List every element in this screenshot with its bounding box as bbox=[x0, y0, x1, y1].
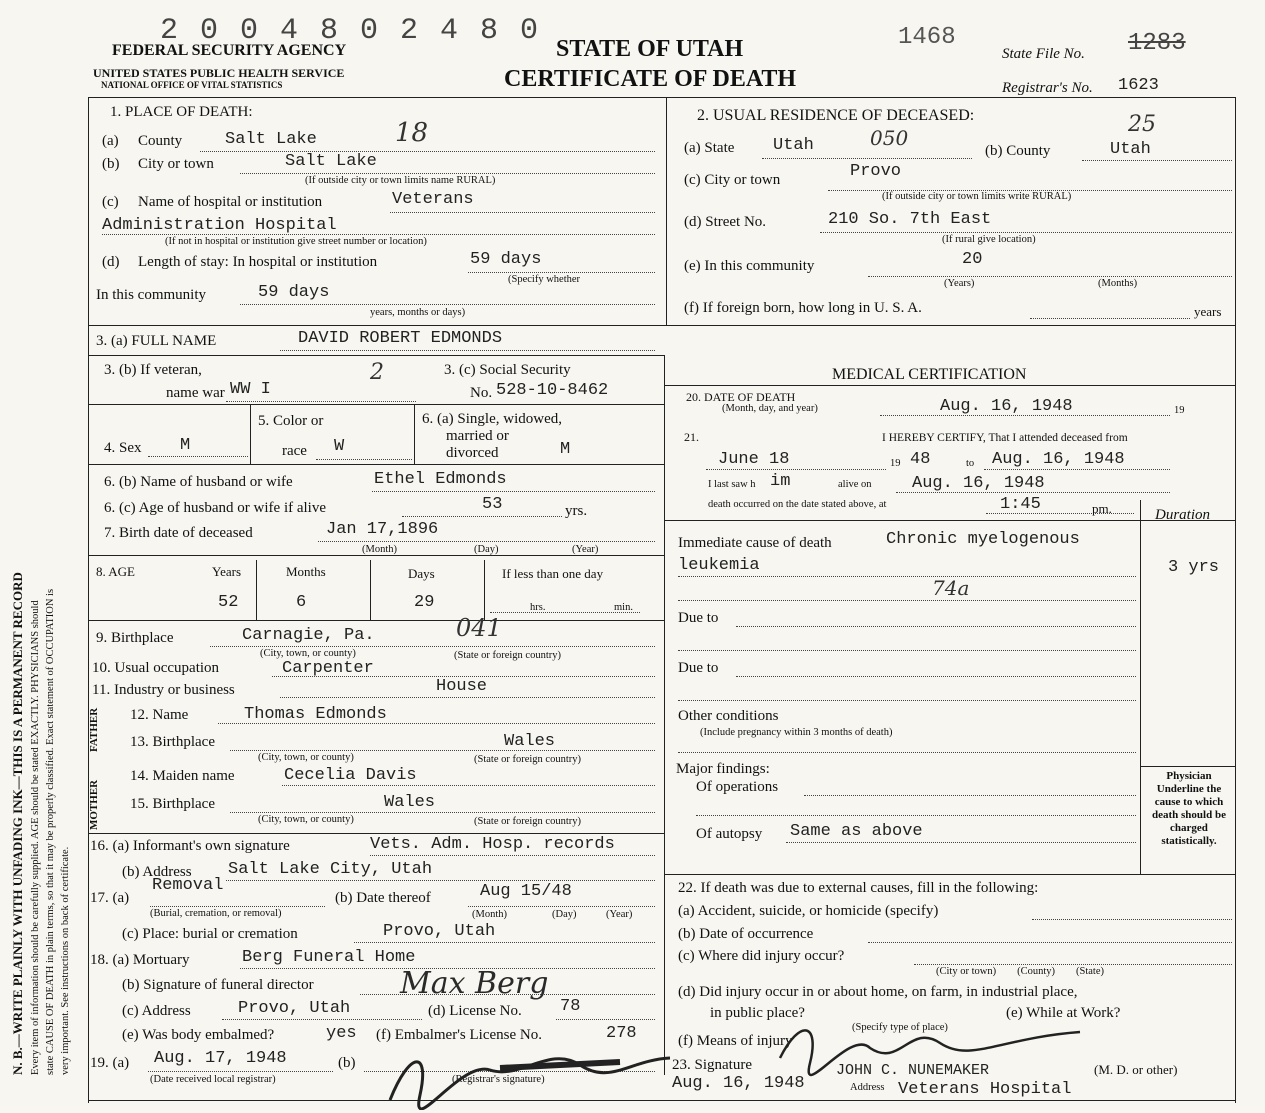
duration-value: 3 yrs bbox=[1168, 558, 1220, 577]
dod-label: 20. DATE OF DEATH bbox=[686, 390, 796, 404]
color-label-2: race bbox=[282, 443, 307, 459]
birth-year-note: (Year) bbox=[572, 544, 599, 555]
physician-address-label: Address bbox=[850, 1082, 885, 1093]
last-saw-him: im bbox=[770, 472, 791, 491]
mother-bp-city-note: (City, town, or county) bbox=[258, 814, 354, 825]
sex-value: M bbox=[180, 436, 191, 455]
state-file-number: 1283 bbox=[1128, 30, 1186, 57]
embalmer-value: 278 bbox=[606, 1024, 637, 1043]
registrar-label: Registrar's No. bbox=[1002, 80, 1093, 96]
attended-to-label: to bbox=[966, 458, 975, 469]
res-county-label: (b) County bbox=[985, 143, 1051, 159]
physician-note: Physician Underline the cause to which death should be charged statistically. bbox=[1152, 770, 1226, 847]
bp-city-note: (City, town, or county) bbox=[260, 648, 356, 659]
burial-label: 17. (a) bbox=[90, 890, 130, 906]
res-foreign-label: (f) If foreign born, how long in U. S. A. bbox=[684, 300, 922, 316]
res-foreign-years: years bbox=[1194, 304, 1222, 319]
cert-statement: I HEREBY CERTIFY, That I attended deceased from bbox=[882, 432, 1128, 444]
spouse-age-unit: yrs. bbox=[565, 503, 588, 519]
full-name-value: DAVID ROBERT EDMONDS bbox=[298, 329, 503, 348]
mother-name-value: Cecelia Davis bbox=[284, 766, 417, 785]
res-community-label: (e) In this community bbox=[684, 258, 815, 274]
res-community-value: 20 bbox=[962, 250, 983, 269]
death-city-label: City or town bbox=[138, 156, 214, 172]
certificate-number-stamp: 2 0 0 4 8 0 2 4 8 0 bbox=[160, 14, 541, 48]
place-heading: 1. PLACE OF DEATH: bbox=[110, 104, 253, 120]
stay-hospital-value: 59 days bbox=[470, 250, 542, 269]
death-county-label: County bbox=[138, 133, 183, 149]
burial-month-note: (Month) bbox=[472, 909, 507, 920]
res-state-value: Utah bbox=[773, 136, 814, 155]
doc-title-state: STATE OF UTAH bbox=[556, 36, 744, 62]
director-signature: Max Berg bbox=[400, 966, 549, 1001]
external-loc-note: (City or town) (County) (State) bbox=[936, 966, 1104, 977]
place-a: (a) bbox=[102, 133, 119, 149]
ss-no-label: No. bbox=[470, 385, 493, 401]
res-street-label: (d) Street No. bbox=[684, 214, 767, 230]
other-conditions-note: (Include pregnancy within 3 months of death) bbox=[700, 727, 893, 738]
external-f: (f) Means of injury bbox=[678, 1033, 793, 1049]
industry-value: House bbox=[436, 677, 488, 696]
hospital-value-2: Administration Hospital bbox=[102, 216, 337, 235]
duration-label: Duration bbox=[1155, 507, 1211, 523]
registrar-sig-note: (Registrar's signature) bbox=[452, 1074, 545, 1085]
external-specify: (Specify type of place) bbox=[852, 1022, 948, 1033]
agency-name: FEDERAL SECURITY AGENCY bbox=[112, 42, 347, 59]
occurred-label: death occurred on the date stated above, at bbox=[708, 499, 887, 510]
physician-md: (M. D. or other) bbox=[1094, 1062, 1178, 1077]
birthplace-label: 9. Birthplace bbox=[96, 630, 174, 646]
color-label-1: 5. Color or bbox=[258, 413, 324, 429]
registrar-number: 1623 bbox=[1118, 76, 1159, 95]
office-name: NATIONAL OFFICE OF VITAL STATISTICS bbox=[101, 80, 283, 90]
registrar-date-value: Aug. 17, 1948 bbox=[154, 1049, 287, 1068]
last-saw-value: Aug. 16, 1948 bbox=[912, 474, 1045, 493]
res-state-label: (a) State bbox=[684, 140, 735, 156]
occupation-value: Carpenter bbox=[282, 659, 374, 678]
war-label: name war bbox=[166, 385, 225, 401]
autopsy-value: Same as above bbox=[790, 822, 923, 841]
time-value: 1:45 bbox=[1000, 495, 1041, 514]
war-code: 2 bbox=[370, 360, 384, 385]
death-county-value: Salt Lake bbox=[225, 130, 317, 149]
father-bp-city-note: (City, town, or county) bbox=[258, 752, 354, 763]
color-value: W bbox=[334, 437, 345, 456]
external-a: (a) Accident, suicide, or homicide (specify) bbox=[678, 903, 939, 919]
marital-value: M bbox=[560, 440, 571, 459]
bp-state-note: (State or foreign country) bbox=[454, 650, 562, 661]
state-file-label: State File No. bbox=[1002, 46, 1085, 62]
mortuary-value: Berg Funeral Home bbox=[242, 948, 416, 967]
age-months-label: Months bbox=[286, 564, 326, 579]
res-street-value: 210 So. 7th East bbox=[828, 210, 992, 229]
side-warning: N. B.—WRITE PLAINLY WITH UNFADING INK—THIS IS A PERMANENT RECORD bbox=[10, 572, 25, 1075]
operations-label: Of operations bbox=[696, 779, 779, 795]
res-county-value: Utah bbox=[1110, 140, 1151, 159]
sex-label: 4. Sex bbox=[104, 440, 142, 456]
attended-to: Aug. 16, 1948 bbox=[992, 450, 1125, 469]
service-name: UNITED STATES PUBLIC HEALTH SERVICE bbox=[93, 66, 345, 80]
license-value: 78 bbox=[560, 997, 581, 1016]
father-side-label: FATHER bbox=[88, 707, 100, 752]
res-city-label: (c) City or town bbox=[684, 172, 781, 188]
dod-label-note: (Month, day, and year) bbox=[722, 403, 818, 414]
cause-code: 74a bbox=[932, 576, 970, 600]
attended-from: June 18 bbox=[718, 450, 790, 469]
father-name-label: 12. Name bbox=[130, 707, 189, 723]
side-instructions-3: very important. See instructions on back of certificate. bbox=[60, 846, 71, 1075]
birth-day-note: (Day) bbox=[474, 544, 499, 555]
embalmed-label: (e) Was body embalmed? bbox=[122, 1027, 275, 1043]
last-saw-label: I last saw h bbox=[708, 479, 756, 490]
physician-sig-label: 23. Signature bbox=[672, 1057, 752, 1073]
cause-label: Immediate cause of death bbox=[678, 535, 832, 551]
mortuary-address-label: (c) Address bbox=[122, 1003, 191, 1019]
industry-label: 11. Industry or business bbox=[92, 682, 235, 698]
informant-value: Vets. Adm. Hosp. records bbox=[370, 835, 615, 854]
attended-from-year: 48 bbox=[910, 450, 931, 469]
spouse-age-label: 6. (c) Age of husband or wife if alive bbox=[104, 500, 327, 516]
director-sig-label: (b) Signature of funeral director bbox=[122, 977, 314, 993]
dod-19: 19 bbox=[1174, 405, 1185, 416]
doc-title: CERTIFICATE OF DEATH bbox=[504, 66, 797, 92]
medical-heading: MEDICAL CERTIFICATION bbox=[832, 366, 1027, 383]
age-days-label: Days bbox=[408, 566, 435, 581]
embalmed-value: yes bbox=[326, 1024, 357, 1043]
burial-date-value: Aug 15/48 bbox=[480, 882, 572, 901]
marital-label-2: married or bbox=[446, 428, 509, 444]
hospital-value-1: Veterans bbox=[392, 190, 474, 209]
embalmer-label: (f) Embalmer's License No. bbox=[376, 1027, 542, 1043]
place-b: (b) bbox=[102, 156, 120, 172]
stay-note: (Specify whether bbox=[508, 274, 581, 285]
age-years-value: 52 bbox=[218, 593, 239, 612]
burial-year-note: (Year) bbox=[606, 909, 633, 920]
side-instructions-2: state CAUSE OF DEATH in plain terms, so that it may be properly classified. Exact statement of OCCUPATION is bbox=[45, 588, 56, 1075]
res-city-value: Provo bbox=[850, 162, 902, 181]
place-d: (d) bbox=[102, 254, 120, 270]
burial-date-label: (b) Date thereof bbox=[335, 890, 431, 906]
burial-place-value: Provo, Utah bbox=[383, 922, 496, 941]
registrar-date-label: 19. (a) bbox=[90, 1055, 130, 1071]
father-bp-state-note: (State or foreign country) bbox=[474, 754, 582, 765]
physician-address: Veterans Hospital bbox=[898, 1080, 1072, 1099]
stay-community-value: 59 days bbox=[258, 283, 330, 302]
attended-19-1: 19 bbox=[890, 458, 901, 469]
residence-heading: 2. USUAL RESIDENCE OF DECEASED: bbox=[697, 107, 975, 124]
age-days-value: 29 bbox=[414, 593, 435, 612]
physician-sig-date: Aug. 16, 1948 bbox=[672, 1074, 805, 1093]
age-label: 8. AGE bbox=[96, 564, 135, 579]
external-d1: (d) Did injury occur in or about home, on farm, in industrial place, bbox=[678, 984, 1078, 1000]
full-name-label: 3. (a) FULL NAME bbox=[96, 333, 217, 349]
spouse-value: Ethel Edmonds bbox=[374, 470, 507, 489]
spouse-age-value: 53 bbox=[482, 495, 503, 514]
mother-name-label: 14. Maiden name bbox=[130, 768, 235, 784]
state-file-stamp: 1468 bbox=[898, 24, 956, 51]
cause-value-2: leukemia bbox=[678, 556, 760, 575]
autopsy-label: Of autopsy bbox=[696, 826, 763, 842]
stay-community-note: years, months or days) bbox=[370, 307, 466, 318]
dod-value: Aug. 16, 1948 bbox=[940, 397, 1073, 416]
registrar-sig-label: (b) bbox=[338, 1055, 356, 1071]
birth-month-note: (Month) bbox=[362, 544, 397, 555]
informant-address-value: Salt Lake City, Utah bbox=[228, 860, 433, 879]
mortuary-address-value: Provo, Utah bbox=[238, 999, 351, 1018]
birth-date-value: Jan 17,1896 bbox=[326, 520, 439, 539]
res-county-code: 25 bbox=[1128, 112, 1156, 137]
father-bp-value: Wales bbox=[504, 732, 556, 751]
age-years-label: Years bbox=[212, 564, 242, 579]
external-b: (b) Date of occurrence bbox=[678, 926, 814, 942]
veteran-label: 3. (b) If veteran, bbox=[104, 362, 202, 378]
registrar-date-note: (Date received local registrar) bbox=[150, 1074, 276, 1085]
occupation-label: 10. Usual occupation bbox=[92, 660, 220, 676]
res-city-note: (If outside city or town limits write RURAL) bbox=[882, 191, 1072, 202]
marital-label-3: divorced bbox=[446, 445, 499, 461]
hospital-label: Name of hospital or institution bbox=[138, 194, 323, 210]
age-months-value: 6 bbox=[296, 593, 307, 612]
external-c: (c) Where did injury occur? bbox=[678, 948, 845, 964]
war-value: WW I bbox=[230, 380, 271, 399]
other-conditions-label: Other conditions bbox=[678, 708, 779, 724]
birth-date-label: 7. Birth date of deceased bbox=[104, 525, 253, 541]
informant-label: 16. (a) Informant's own signature bbox=[90, 838, 290, 854]
major-findings-label: Major findings: bbox=[676, 761, 770, 777]
cert-21: 21. bbox=[684, 430, 699, 444]
mother-bp-state-note: (State or foreign country) bbox=[474, 816, 582, 827]
external-d2: in public place? bbox=[710, 1005, 805, 1021]
stay-label: Length of stay: In hospital or institution bbox=[138, 254, 378, 270]
registrar-signature-scribble bbox=[380, 1040, 680, 1110]
mother-bp-label: 15. Birthplace bbox=[130, 796, 215, 812]
stay-community-label: In this community bbox=[96, 287, 206, 303]
external-e: (e) While at Work? bbox=[1006, 1005, 1121, 1021]
res-street-note: (If rural give location) bbox=[942, 234, 1036, 245]
birthplace-code: 041 bbox=[456, 614, 502, 642]
res-months: (Months) bbox=[1098, 278, 1138, 289]
license-label: (d) License No. bbox=[428, 1003, 522, 1019]
death-city-value: Salt Lake bbox=[285, 152, 377, 171]
burial-day-note: (Day) bbox=[552, 909, 577, 920]
alive-on-label: alive on bbox=[838, 479, 872, 490]
place-c: (c) bbox=[102, 194, 119, 210]
marital-label-1: 6. (a) Single, widowed, bbox=[422, 411, 562, 427]
mother-bp-value: Wales bbox=[384, 793, 436, 812]
burial-place-label: (c) Place: burial or cremation bbox=[122, 926, 298, 942]
external-label: 22. If death was due to external causes, fill in the following: bbox=[678, 880, 1039, 896]
due-to-2: Due to bbox=[678, 660, 719, 676]
spouse-label: 6. (b) Name of husband or wife bbox=[104, 474, 293, 490]
age-hrs: hrs. bbox=[530, 602, 546, 613]
physician-name: JOHN C. NUNEMAKER bbox=[836, 1062, 990, 1079]
age-min: min. bbox=[614, 602, 633, 613]
father-name-value: Thomas Edmonds bbox=[244, 705, 387, 724]
res-years: (Years) bbox=[944, 278, 975, 289]
physician-signature-scribble bbox=[760, 1018, 1090, 1078]
mother-side-label: MOTHER bbox=[88, 779, 100, 830]
burial-value: Removal bbox=[152, 876, 224, 895]
due-to-1: Due to bbox=[678, 610, 719, 626]
ss-label: 3. (c) Social Security bbox=[444, 362, 571, 378]
birthplace-value: Carnagie, Pa. bbox=[242, 626, 375, 645]
death-city-note: (If outside city or town limits name RURAL) bbox=[305, 175, 496, 186]
time-pm: pm. bbox=[1092, 501, 1112, 516]
death-county-code: 18 bbox=[395, 118, 429, 148]
hospital-note: (If not in hospital or institution give street number or location) bbox=[165, 236, 427, 247]
informant-address-label: (b) Address bbox=[122, 864, 192, 880]
burial-note: (Burial, cremation, or removal) bbox=[150, 908, 282, 919]
age-less-label: If less than one day bbox=[502, 566, 604, 581]
ss-value: 528-10-8462 bbox=[496, 381, 609, 400]
res-state-code: 050 bbox=[870, 126, 909, 150]
cause-value-1: Chronic myelogenous bbox=[886, 530, 1080, 549]
side-instructions-1: Every item of information should be carefully supplied. AGE should be stated EXACTLY. PHYSICIANS should bbox=[30, 600, 41, 1075]
mortuary-label: 18. (a) Mortuary bbox=[90, 952, 190, 968]
father-bp-label: 13. Birthplace bbox=[130, 734, 215, 750]
